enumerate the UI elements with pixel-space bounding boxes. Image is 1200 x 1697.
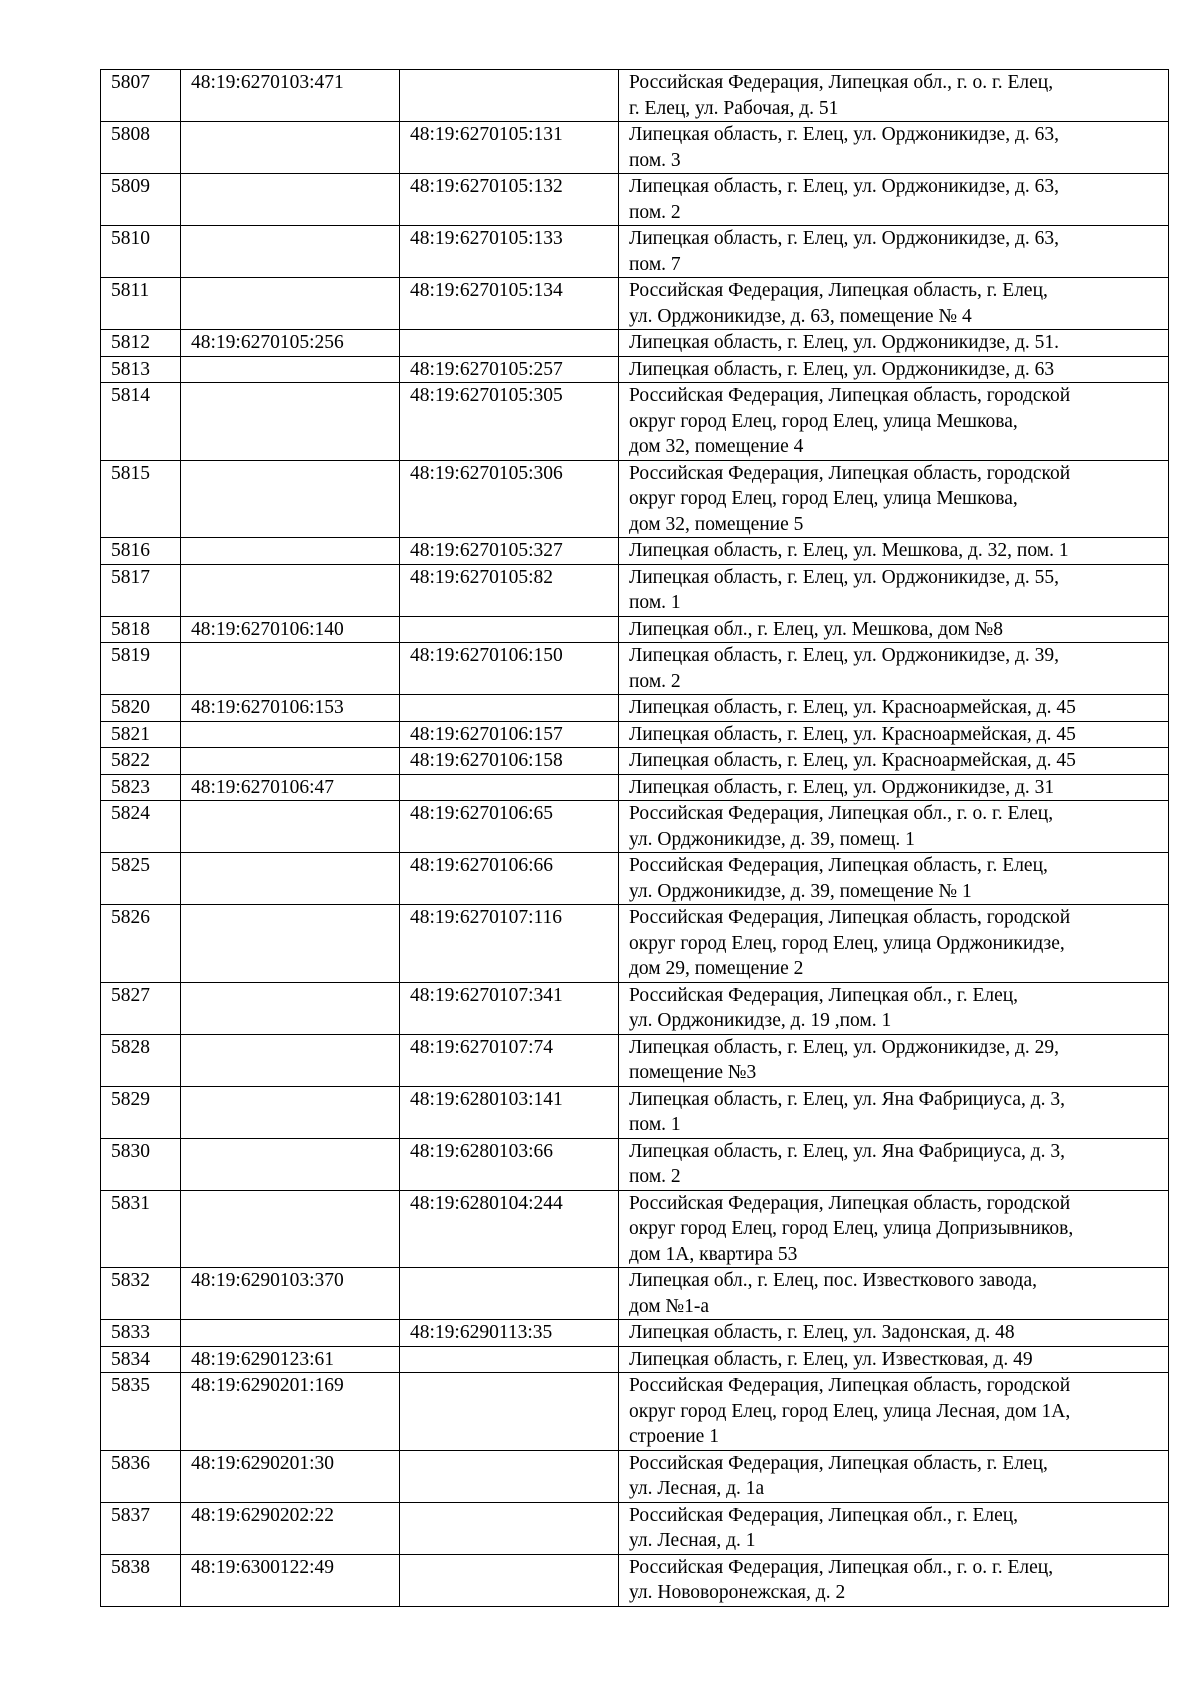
table-row — [101, 1320, 1169, 1347]
table-row — [101, 853, 1169, 905]
row-number: 5809 — [101, 174, 181, 226]
address-cell: Липецкая область, г. Елец, ул. Орджоникидзе, д. 31 — [619, 774, 1169, 801]
address-cell: Липецкая область, г. Елец, ул. Мешкова, д. 32, пом. 1 — [619, 538, 1169, 565]
address-cell: Липецкая область, г. Елец, ул. Орджоникидзе, д. 63, пом. 7 — [619, 226, 1169, 278]
row-number: 5808 — [101, 122, 181, 174]
object-cadastral-number — [400, 1450, 619, 1502]
row-number: 5836 — [101, 1450, 181, 1502]
land-plot-cadastral-number — [181, 278, 400, 330]
object-cadastral-number: 48:19:6280103:141 — [400, 1086, 619, 1138]
object-cadastral-number: 48:19:6270107:341 — [400, 982, 619, 1034]
address-cell: Российская Федерация, Липецкая область, г. Елец, ул. Лесная, д. 1а — [619, 1450, 1169, 1502]
object-cadastral-number — [400, 1373, 619, 1451]
table-row — [101, 356, 1169, 383]
table-row — [101, 721, 1169, 748]
object-cadastral-number — [400, 1554, 619, 1606]
address-cell: Липецкая обл., г. Елец, ул. Мешкова, дом №8 — [619, 616, 1169, 643]
object-cadastral-number: 48:19:6270106:157 — [400, 721, 619, 748]
land-plot-cadastral-number — [181, 721, 400, 748]
row-number: 5832 — [101, 1268, 181, 1320]
table-row — [101, 330, 1169, 357]
address-cell: Российская Федерация, Липецкая обл., г. о. г. Елец, ул. Орджоникидзе, д. 39, помещ. 1 — [619, 801, 1169, 853]
table-row — [101, 801, 1169, 853]
object-cadastral-number — [400, 330, 619, 357]
address-cell: Липецкая обл., г. Елец, пос. Известкового завода, дом №1-а — [619, 1268, 1169, 1320]
property-table — [100, 69, 1169, 1607]
address-cell: Липецкая область, г. Елец, ул. Орджоникидзе, д. 29, помещение №3 — [619, 1034, 1169, 1086]
land-plot-cadastral-number — [181, 460, 400, 538]
table-row — [101, 1138, 1169, 1190]
row-number: 5833 — [101, 1320, 181, 1347]
land-plot-cadastral-number — [181, 122, 400, 174]
object-cadastral-number: 48:19:6270105:257 — [400, 356, 619, 383]
table-row — [101, 1554, 1169, 1606]
row-number: 5824 — [101, 801, 181, 853]
land-plot-cadastral-number: 48:19:6290123:61 — [181, 1346, 400, 1373]
land-plot-cadastral-number: 48:19:6270105:256 — [181, 330, 400, 357]
table-row — [101, 1346, 1169, 1373]
address-cell: Липецкая область, г. Елец, ул. Красноармейская, д. 45 — [619, 721, 1169, 748]
row-number: 5811 — [101, 278, 181, 330]
table-row — [101, 1268, 1169, 1320]
row-number: 5830 — [101, 1138, 181, 1190]
object-cadastral-number: 48:19:6280103:66 — [400, 1138, 619, 1190]
row-number: 5823 — [101, 774, 181, 801]
address-cell: Липецкая область, г. Елец, ул. Орджоникидзе, д. 63 — [619, 356, 1169, 383]
row-number: 5818 — [101, 616, 181, 643]
object-cadastral-number: 48:19:6270106:65 — [400, 801, 619, 853]
object-cadastral-number: 48:19:6270107:116 — [400, 905, 619, 983]
object-cadastral-number: 48:19:6270105:306 — [400, 460, 619, 538]
address-cell: Липецкая область, г. Елец, ул. Орджоникидзе, д. 55, пом. 1 — [619, 564, 1169, 616]
table-row — [101, 1373, 1169, 1451]
address-cell: Липецкая область, г. Елец, ул. Яна Фабрициуса, д. 3, пом. 2 — [619, 1138, 1169, 1190]
land-plot-cadastral-number — [181, 748, 400, 775]
table-row — [101, 1086, 1169, 1138]
row-number: 5831 — [101, 1190, 181, 1268]
row-number: 5834 — [101, 1346, 181, 1373]
object-cadastral-number: 48:19:6270106:150 — [400, 643, 619, 695]
land-plot-cadastral-number: 48:19:6270106:47 — [181, 774, 400, 801]
row-number: 5826 — [101, 905, 181, 983]
object-cadastral-number: 48:19:6270105:305 — [400, 383, 619, 461]
object-cadastral-number: 48:19:6270105:134 — [400, 278, 619, 330]
land-plot-cadastral-number — [181, 853, 400, 905]
table-body — [101, 70, 1169, 1607]
land-plot-cadastral-number — [181, 1034, 400, 1086]
object-cadastral-number — [400, 774, 619, 801]
row-number: 5814 — [101, 383, 181, 461]
address-cell: Липецкая область, г. Елец, ул. Известковая, д. 49 — [619, 1346, 1169, 1373]
land-plot-cadastral-number: 48:19:6290103:370 — [181, 1268, 400, 1320]
object-cadastral-number: 48:19:6270105:327 — [400, 538, 619, 565]
row-number: 5812 — [101, 330, 181, 357]
address-cell: Российская Федерация, Липецкая область, городской округ город Елец, город Елец, улица Мешкова, дом 32, помещение 5 — [619, 460, 1169, 538]
row-number: 5819 — [101, 643, 181, 695]
address-cell: Российская Федерация, Липецкая область, г. Елец, ул. Орджоникидзе, д. 63, помещение № 4 — [619, 278, 1169, 330]
table-row — [101, 460, 1169, 538]
land-plot-cadastral-number — [181, 356, 400, 383]
address-cell: Российская Федерация, Липецкая обл., г. Елец, ул. Орджоникидзе, д. 19 ,пом. 1 — [619, 982, 1169, 1034]
object-cadastral-number: 48:19:6290113:35 — [400, 1320, 619, 1347]
table-row — [101, 174, 1169, 226]
row-number: 5829 — [101, 1086, 181, 1138]
land-plot-cadastral-number: 48:19:6300122:49 — [181, 1554, 400, 1606]
row-number: 5815 — [101, 460, 181, 538]
row-number: 5810 — [101, 226, 181, 278]
address-cell: Российская Федерация, Липецкая область, городской округ город Елец, город Елец, улица Орджоникидзе, дом 29, помещение 2 — [619, 905, 1169, 983]
address-cell: Липецкая область, г. Елец, ул. Орджоникидзе, д. 63, пом. 2 — [619, 174, 1169, 226]
land-plot-cadastral-number: 48:19:6290201:30 — [181, 1450, 400, 1502]
address-cell: Липецкая область, г. Елец, ул. Орджоникидзе, д. 63, пом. 3 — [619, 122, 1169, 174]
address-cell: Российская Федерация, Липецкая область, г. Елец, ул. Орджоникидзе, д. 39, помещение № 1 — [619, 853, 1169, 905]
table-row — [101, 1034, 1169, 1086]
table-row — [101, 982, 1169, 1034]
object-cadastral-number: 48:19:6270106:158 — [400, 748, 619, 775]
land-plot-cadastral-number — [181, 383, 400, 461]
table-row — [101, 1450, 1169, 1502]
row-number: 5822 — [101, 748, 181, 775]
address-cell: Российская Федерация, Липецкая обл., г. о. г. Елец, ул. Нововоронежская, д. 2 — [619, 1554, 1169, 1606]
land-plot-cadastral-number — [181, 905, 400, 983]
table-row — [101, 616, 1169, 643]
land-plot-cadastral-number — [181, 801, 400, 853]
land-plot-cadastral-number — [181, 564, 400, 616]
object-cadastral-number — [400, 70, 619, 122]
address-cell: Липецкая область, г. Елец, ул. Красноармейская, д. 45 — [619, 748, 1169, 775]
land-plot-cadastral-number — [181, 174, 400, 226]
table-row — [101, 383, 1169, 461]
object-cadastral-number — [400, 695, 619, 722]
land-plot-cadastral-number: 48:19:6290202:22 — [181, 1502, 400, 1554]
object-cadastral-number — [400, 1268, 619, 1320]
object-cadastral-number: 48:19:6280104:244 — [400, 1190, 619, 1268]
table-row — [101, 122, 1169, 174]
row-number: 5838 — [101, 1554, 181, 1606]
land-plot-cadastral-number — [181, 643, 400, 695]
row-number: 5813 — [101, 356, 181, 383]
object-cadastral-number — [400, 616, 619, 643]
row-number: 5817 — [101, 564, 181, 616]
address-cell: Липецкая область, г. Елец, ул. Яна Фабрициуса, д. 3, пом. 1 — [619, 1086, 1169, 1138]
land-plot-cadastral-number — [181, 1138, 400, 1190]
table-row — [101, 774, 1169, 801]
object-cadastral-number — [400, 1502, 619, 1554]
object-cadastral-number: 48:19:6270105:132 — [400, 174, 619, 226]
table-row — [101, 70, 1169, 122]
row-number: 5827 — [101, 982, 181, 1034]
row-number: 5821 — [101, 721, 181, 748]
table-row — [101, 1502, 1169, 1554]
address-cell: Российская Федерация, Липецкая обл., г. Елец, ул. Лесная, д. 1 — [619, 1502, 1169, 1554]
object-cadastral-number: 48:19:6270106:66 — [400, 853, 619, 905]
land-plot-cadastral-number — [181, 226, 400, 278]
row-number: 5820 — [101, 695, 181, 722]
object-cadastral-number: 48:19:6270107:74 — [400, 1034, 619, 1086]
row-number: 5837 — [101, 1502, 181, 1554]
land-plot-cadastral-number: 48:19:6290201:169 — [181, 1373, 400, 1451]
row-number: 5816 — [101, 538, 181, 565]
table-row — [101, 1190, 1169, 1268]
address-cell: Липецкая область, г. Елец, ул. Орджоникидзе, д. 51. — [619, 330, 1169, 357]
object-cadastral-number: 48:19:6270105:133 — [400, 226, 619, 278]
object-cadastral-number: 48:19:6270105:131 — [400, 122, 619, 174]
table-row — [101, 748, 1169, 775]
land-plot-cadastral-number — [181, 982, 400, 1034]
table-row — [101, 905, 1169, 983]
land-plot-cadastral-number — [181, 1190, 400, 1268]
land-plot-cadastral-number — [181, 538, 400, 565]
object-cadastral-number — [400, 1346, 619, 1373]
land-plot-cadastral-number: 48:19:6270103:471 — [181, 70, 400, 122]
land-plot-cadastral-number — [181, 1086, 400, 1138]
table-row — [101, 226, 1169, 278]
address-cell: Российская Федерация, Липецкая область, городской округ город Елец, город Елец, улица Мешкова, дом 32, помещение 4 — [619, 383, 1169, 461]
land-plot-cadastral-number: 48:19:6270106:153 — [181, 695, 400, 722]
address-cell: Липецкая область, г. Елец, ул. Орджоникидзе, д. 39, пом. 2 — [619, 643, 1169, 695]
land-plot-cadastral-number: 48:19:6270106:140 — [181, 616, 400, 643]
row-number: 5825 — [101, 853, 181, 905]
land-plot-cadastral-number — [181, 1320, 400, 1347]
table-row — [101, 278, 1169, 330]
row-number: 5828 — [101, 1034, 181, 1086]
table-row — [101, 695, 1169, 722]
row-number: 5807 — [101, 70, 181, 122]
table-row — [101, 538, 1169, 565]
address-cell: Липецкая область, г. Елец, ул. Задонская, д. 48 — [619, 1320, 1169, 1347]
row-number: 5835 — [101, 1373, 181, 1451]
table-row — [101, 564, 1169, 616]
address-cell: Российская Федерация, Липецкая обл., г. о. г. Елец, г. Елец, ул. Рабочая, д. 51 — [619, 70, 1169, 122]
address-cell: Липецкая область, г. Елец, ул. Красноармейская, д. 45 — [619, 695, 1169, 722]
table-row — [101, 643, 1169, 695]
address-cell: Российская Федерация, Липецкая область, городской округ город Елец, город Елец, улица Лесная, дом 1А, строение 1 — [619, 1373, 1169, 1451]
object-cadastral-number: 48:19:6270105:82 — [400, 564, 619, 616]
address-cell: Российская Федерация, Липецкая область, городской округ город Елец, город Елец, улица Допризывников, дом 1А, квартира 53 — [619, 1190, 1169, 1268]
